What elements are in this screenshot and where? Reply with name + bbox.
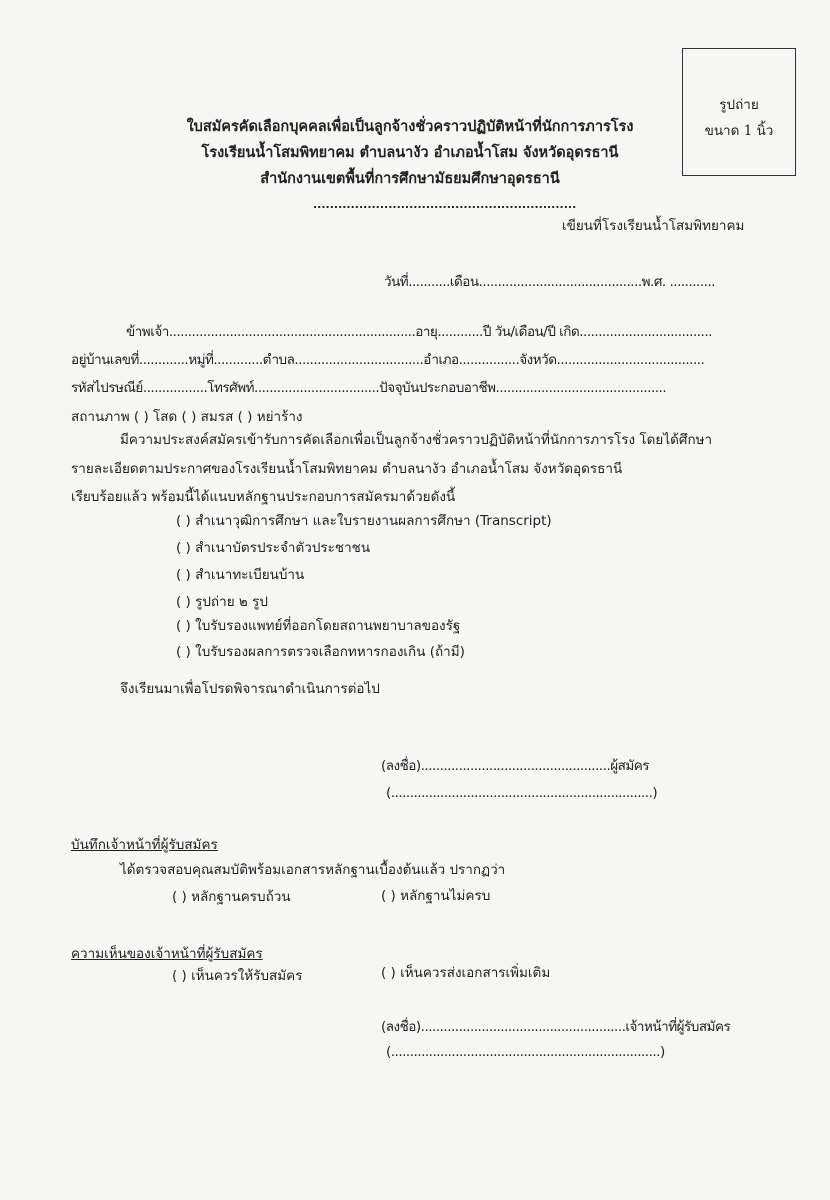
body-paragraph-1: มีความประสงค์สมัครเข้ารับการคัดเลือกเพื่อเป็นลูกจ้างชั่วคราวปฏิบัติหน้าที่นักการภารโรง โดยได้ศึกษา	[120, 432, 713, 448]
applicant-contact-line: รหัสไปรษณีย์.................โทรศัพท์.................................ปัจจุบันประกอบอาชีพ.............................................	[71, 380, 667, 396]
body-paragraph-2: รายละเอียดตามประกาศของโรงเรียนน้ำโสมพิทยาคม ตำบลนางัว อำเภอน้ำโสม จังหวัดอุดรธานี	[71, 461, 623, 477]
officer-opinion-heading: ความเห็นของเจ้าหน้าที่ผู้รับสมัคร	[71, 946, 263, 962]
form-title: ใบสมัครคัดเลือกบุคคลเพื่อเป็นลูกจ้างชั่วคราวปฏิบัติหน้าที่นักการภารโรง	[186, 118, 634, 135]
attachment-item: ( ) ใบรับรองผลการตรวจเลือกทหารกองเกิน (ถ้ามี)	[176, 644, 465, 660]
photo-label-line2: ขนาด 1 นิ้ว	[704, 123, 774, 139]
applicant-signature-line: (ลงชื่อ)..................................................ผู้สมัคร	[381, 758, 650, 774]
attachment-item: ( ) รูปถ่าย ๒ รูป	[176, 594, 268, 610]
applicant-name-parentheses: (.....................................................................)	[386, 785, 658, 801]
form-office: สำนักงานเขตพื้นที่การศึกษามัธยมศึกษาอุดรธานี	[260, 170, 560, 187]
attachment-item: ( ) ใบรับรองแพทย์ที่ออกโดยสถานพยาบาลของรัฐ	[176, 618, 461, 634]
attachment-item: ( ) สำเนาวุฒิการศึกษา และใบรายงานผลการศึกษา (Transcript)	[176, 513, 552, 529]
form-school: โรงเรียนน้ำโสมพิทยาคม ตำบลนางัว อำเภอน้ำโสม จังหวัดอุดรธานี	[201, 144, 619, 161]
officer-signature-line: (ลงชื่อ)......................................................เจ้าหน้าที่ผู้รับสมัคร	[381, 1019, 731, 1035]
attachment-item: ( ) สำเนาบัตรประจำตัวประชาชน	[176, 540, 371, 556]
officer-note-option-incomplete: ( ) หลักฐานไม่ครบ	[381, 888, 491, 904]
officer-note-text: ได้ตรวจสอบคุณสมบัติพร้อมเอกสารหลักฐานเบื้องต้นแล้ว ปรากฏว่า	[120, 862, 506, 878]
officer-opinion-option-more-docs: ( ) เห็นควรส่งเอกสารเพิ่มเติม	[381, 965, 551, 981]
photo-box	[682, 48, 796, 176]
applicant-name-line: ข้าพเจ้า.................................................................อายุ............ปี วัน/เดือน/ปี เกิด...................................	[126, 324, 712, 340]
date-line: วันที่...........เดือน...........................................พ.ศ. ............	[384, 274, 715, 290]
photo-label-line1: รูปถ่าย	[719, 97, 759, 113]
officer-note-option-complete: ( ) หลักฐานครบถ้วน	[172, 889, 291, 905]
officer-opinion-option-accept: ( ) เห็นควรให้รับสมัคร	[172, 968, 303, 984]
officer-name-parentheses: (.......................................................................)	[386, 1044, 665, 1060]
header-rule: ...............................................................	[313, 198, 577, 211]
officer-note-heading: บันทึกเจ้าหน้าที่ผู้รับสมัคร	[71, 837, 218, 853]
applicant-address-line: อยู่บ้านเลขที่.............หมู่ที่.............ตำบล..................................อำเภอ................จังหวัด.......................................	[71, 352, 705, 368]
written-at: เขียนที่โรงเรียนน้ำโสมพิทยาคม	[562, 218, 745, 234]
marital-status-line: สถานภาพ ( ) โสด ( ) สมรส ( ) หย่าร้าง	[71, 409, 303, 425]
attachment-item: ( ) สำเนาทะเบียนบ้าน	[176, 567, 305, 583]
closing-text: จึงเรียนมาเพื่อโปรดพิจารณาดำเนินการต่อไป	[120, 681, 380, 697]
body-paragraph-3: เรียบร้อยแล้ว พร้อมนี้ได้แนบหลักฐานประกอบการสมัครมาด้วยดังนี้	[71, 489, 456, 505]
